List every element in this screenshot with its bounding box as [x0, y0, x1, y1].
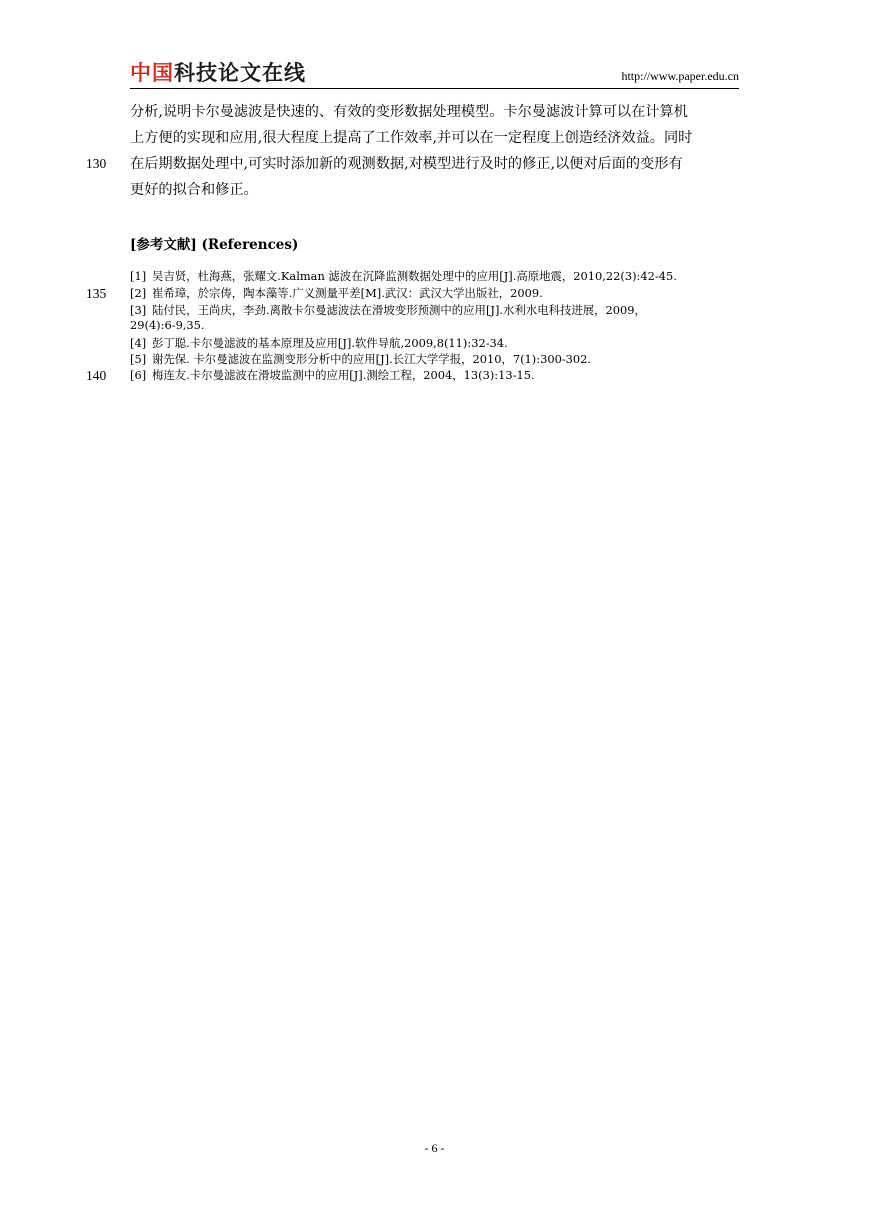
- paragraph-line: 在后期数据处理中,可实时添加新的观测数据,对模型进行及时的修正,以便对后面的变形有: [130, 156, 683, 172]
- paragraph-line: 上方便的实现和应用,很大程度上提高了工作效率,并可以在一定程度上创造经济效益。同时: [130, 130, 693, 146]
- reference-index: [1]: [130, 269, 147, 283]
- journal-logo: [130, 60, 306, 86]
- page-number: - 6 -: [424, 1141, 445, 1155]
- reference-text: 陆付民，王尚庆，李劲.离散卡尔曼滤波法在滑坡变形预测中的应用[J].水利水电科技进展，2009，: [152, 303, 646, 317]
- paragraph-line: 更好的拟合和修正。: [130, 182, 258, 198]
- reference-item: [130, 336, 739, 351]
- reference-text: 吴吉贤，杜海燕，张耀文.Kalman 滤波在沉降监测数据处理中的应用[J].高原地震，2010,22(3):42-45.: [152, 269, 677, 283]
- line-number: 140: [86, 368, 107, 383]
- reference-item: [130, 368, 739, 383]
- reference-index: [3]: [130, 303, 147, 317]
- reference-item: [130, 352, 739, 367]
- reference-index: [2]: [130, 286, 147, 300]
- paragraph-line: 分析,说明卡尔曼滤波是快速的、有效的变形数据处理模型。卡尔曼滤波计算可以在计算机: [130, 104, 688, 120]
- reference-index: [5]: [130, 352, 147, 366]
- header-url: http://www.paper.edu.cn: [621, 69, 739, 83]
- reference-item: [130, 286, 739, 301]
- reference-text: 彭丁聪.卡尔曼滤波的基本原理及应用[J].软件导航,2009,8(11):32-34.: [152, 336, 508, 350]
- references-heading: [参考文献] (References): [130, 237, 299, 253]
- reference-index: [4]: [130, 336, 147, 350]
- reference-text: 谢先保. 卡尔曼滤波在监测变形分析中的应用[J].长江大学学报，2010，7(1):300-302.: [152, 352, 592, 366]
- logo-text-red: 中国: [130, 61, 174, 85]
- reference-continuation: 29(4):6-9,35.: [130, 318, 205, 332]
- reference-index: [6]: [130, 368, 147, 382]
- page-header: [130, 60, 739, 89]
- line-number: 135: [86, 286, 107, 301]
- logo-text-dark: 科技论文在线: [174, 61, 306, 85]
- line-number: 130: [86, 156, 107, 171]
- reference-text: 崔希璋，於宗俦，陶本藻等.广义测量平差[M].武汉：武汉大学出版社，2009.: [152, 286, 543, 300]
- reference-item: [130, 303, 739, 318]
- reference-text: 梅连友.卡尔曼滤波在滑坡监测中的应用[J].测绘工程，2004，13(3):13-15.: [152, 368, 535, 382]
- reference-item: [130, 269, 739, 284]
